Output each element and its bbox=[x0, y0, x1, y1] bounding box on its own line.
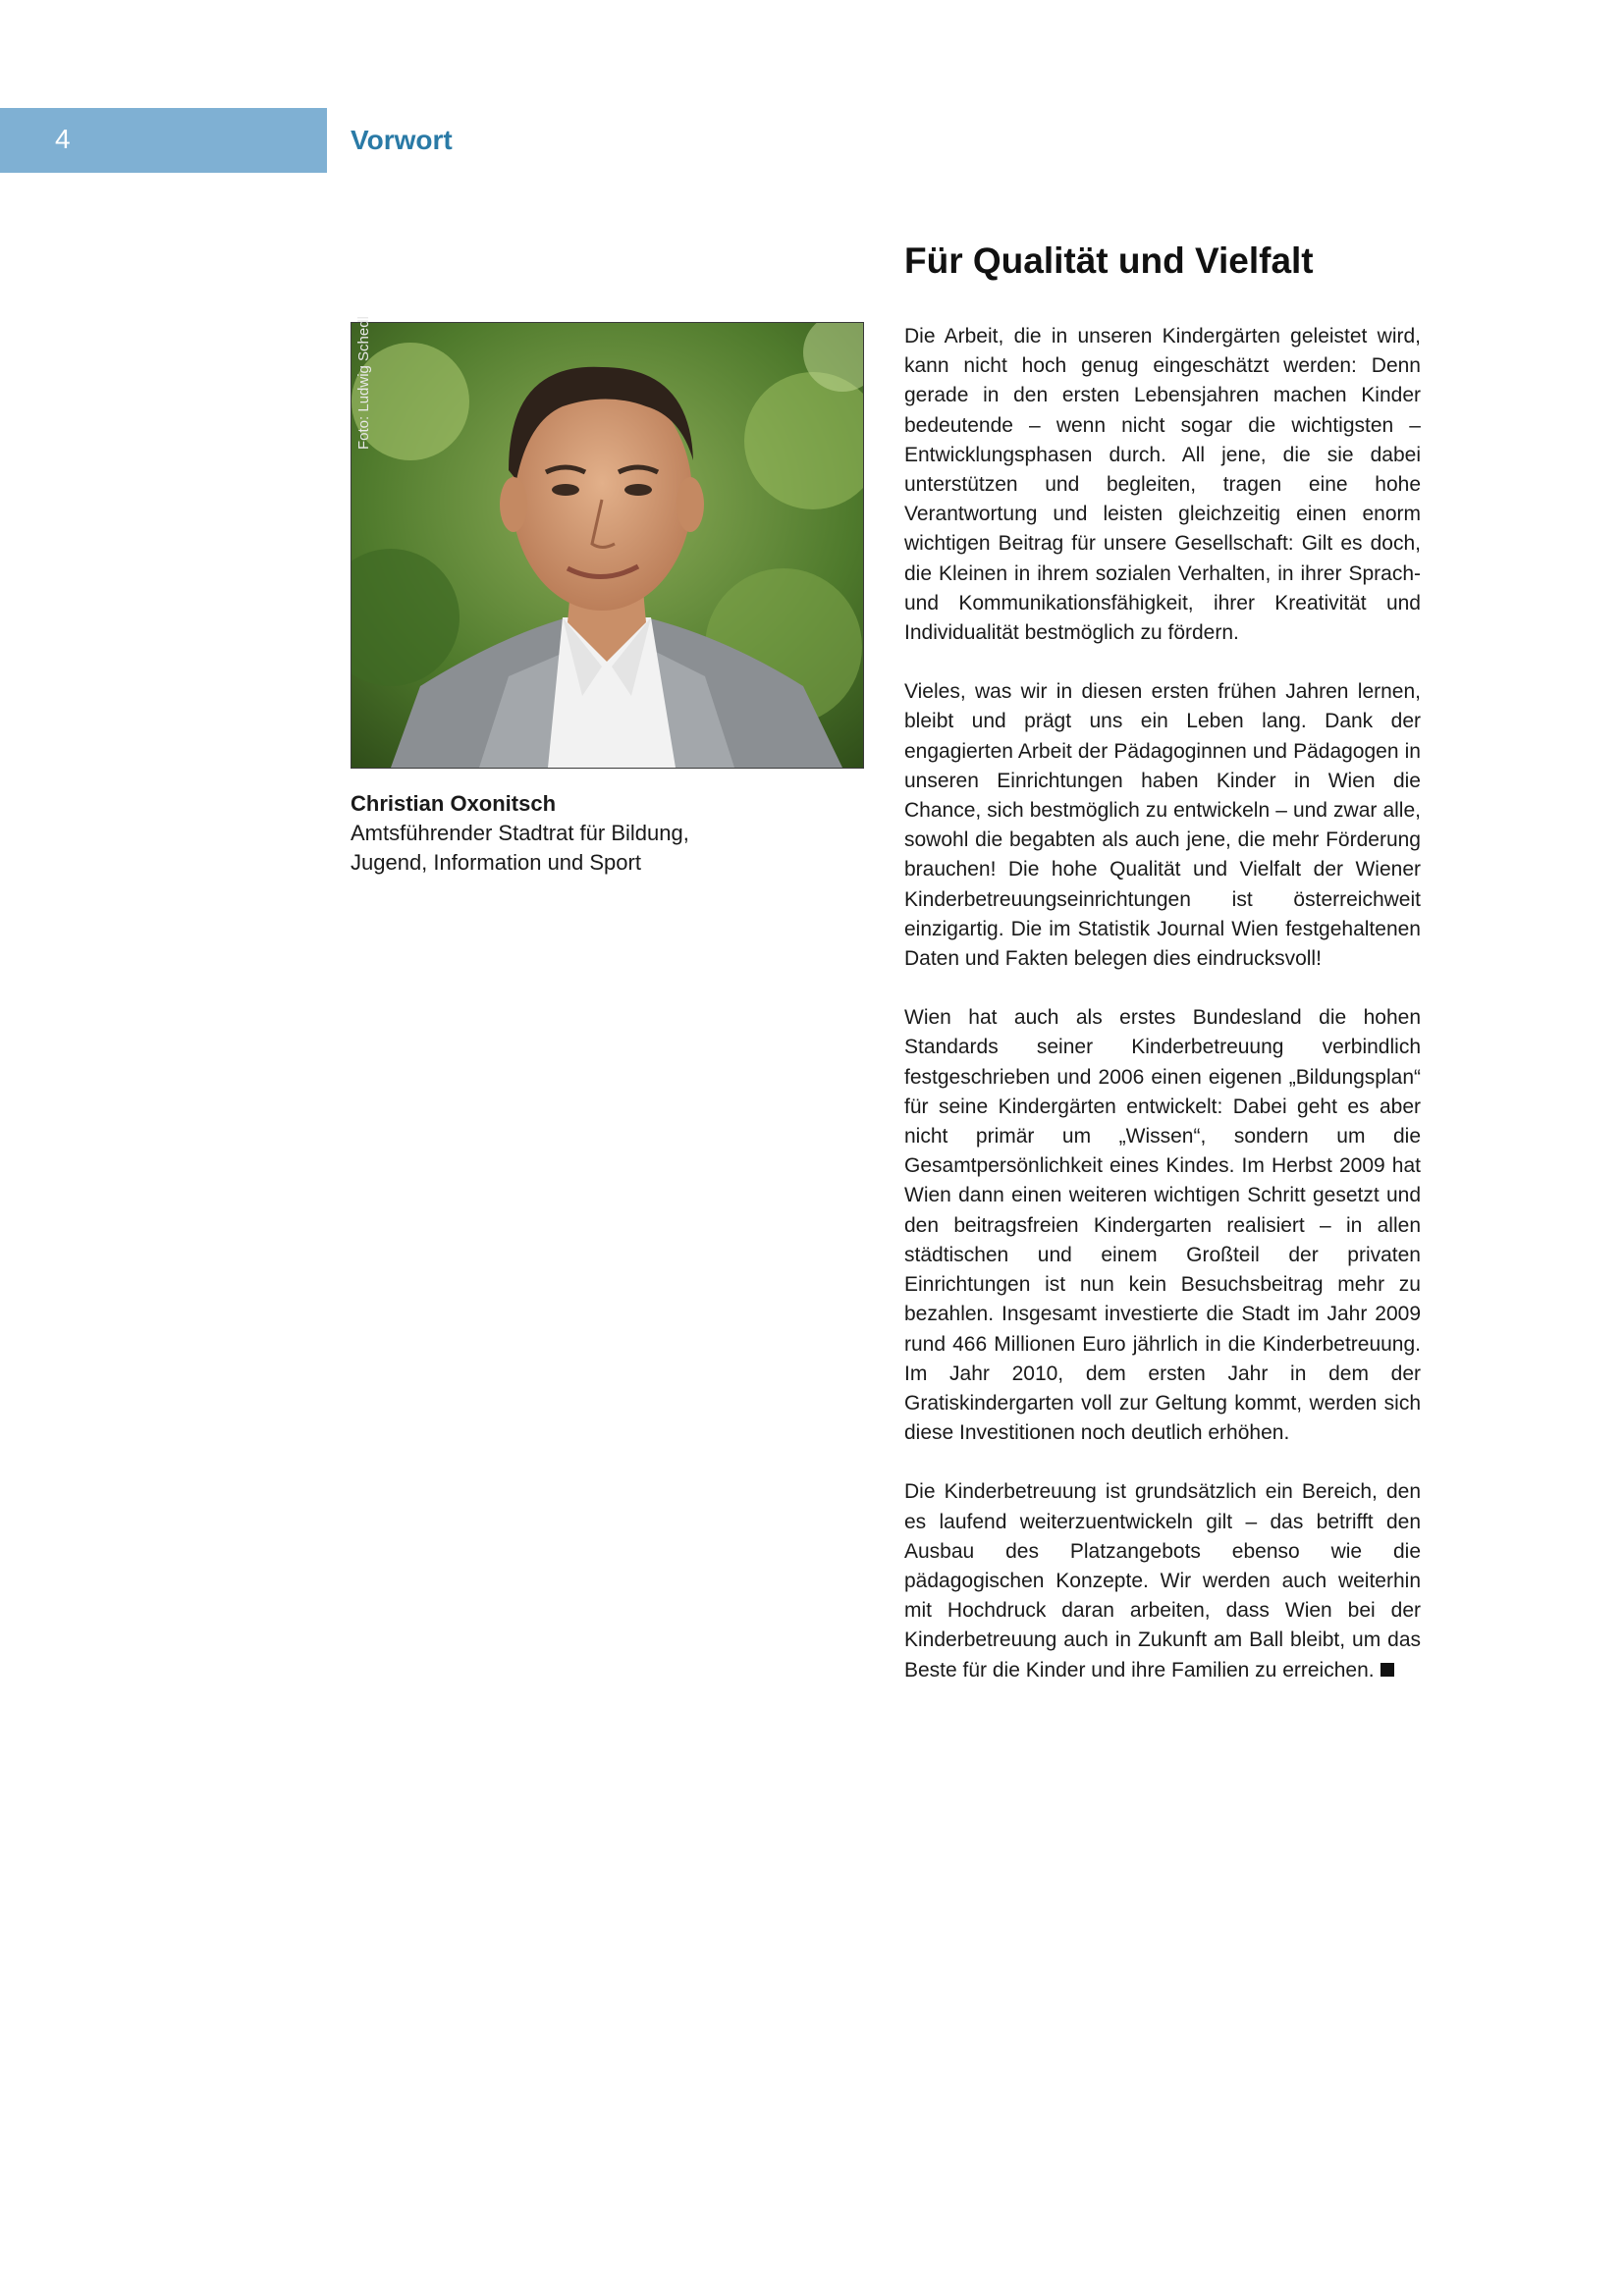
article-paragraph: Vieles, was wir in diesen ersten frühen Jahren lernen, bleibt und prägt uns ein Leben lang. Dank der engagierten Arbeit der Pädagoginnen und Pädagogen in unseren Einrichtungen haben Kinder in Wien die Chance, sich bestmöglich zu entwickeln – und zwar alle, sowohl die begabten als auch jene, die mehr Förderung brauchen! Die hohe Qualität und Vielfalt der Wiener Kinderbetreuungseinrichtungen ist österreichweit einzigartig. Die im Statistik Journal Wien festgehaltenen Daten und Fakten belegen dies eindrucksvoll! bbox=[904, 680, 1421, 971]
caption-name: Christian Oxonitsch bbox=[351, 791, 557, 816]
portrait-photo bbox=[351, 316, 864, 769]
end-of-article-mark bbox=[1380, 1663, 1394, 1677]
photo-caption bbox=[351, 789, 724, 878]
section-label: Vorwort bbox=[351, 125, 453, 155]
photo-credit: Foto: Ludwig Schedl bbox=[355, 316, 372, 450]
caption-role-line-2: Jugend, Information und Sport bbox=[351, 850, 641, 875]
article-title: Für Qualität und Vielfalt bbox=[904, 240, 1314, 281]
caption-role-line-1: Amtsführender Stadtrat für Bildung, bbox=[351, 821, 689, 845]
article-paragraph: Die Arbeit, die in unseren Kindergärten geleistet wird, kann nicht hoch genug eingeschätzt werden: Denn gerade in den ersten Lebensjahren machen Kinder bedeutende – wenn nicht sogar die wichtigsten – Entwicklungsphasen durch. All jene, die sie dabei unterstützen und begleiten, tragen eine hohe Verantwortung und leisten gleichzeitig einen enorm wichtigen Beitrag für unsere Gesellschaft: Gilt es doch, die Kleinen in ihrem sozialen Verhalten, in ihrer Sprach- und Kommunikationsfähigkeit, ihrer Kreativität und Individualität bestmöglich zu fördern. bbox=[904, 325, 1421, 645]
article-paragraph-last bbox=[904, 1477, 1421, 1684]
article-paragraph: Wien hat auch als erstes Bundesland die hohen Standards seiner Kinderbetreuung verbindlich festgeschrieben und 2006 einen eigenen „Bildungsplan“ für seine Kindergärten entwickelt: Dabei geht es aber nicht primär um „Wissen“, sondern um die Gesamtpersönlichkeit eines Kindes. Im Herbst 2009 hat Wien dann einen weiteren wichtigen Schritt gesetzt und den beitragsfreien Kindergarten realisiert – in allen städtischen und einem Großteil der privaten Einrichtungen ist nun kein Besuchsbeitrag mehr zu bezahlen. Insgesamt investierte die Stadt im Jahr 2009 rund 466 Millionen Euro jährlich in die Kinderbetreuung. Im Jahr 2010, dem ersten Jahr in dem der Gratiskindergarten voll zur Geltung kommt, werden sich diese Investitionen noch deutlich erhöhen. bbox=[904, 1006, 1421, 1445]
article-paragraph-text: Die Kinderbetreuung ist grundsätzlich ein Bereich, den es laufend weiterzuentwickeln gilt – das betrifft den Ausbau des Platzangebots ebenso wie die pädagogischen Konzepte. Wir werden auch weiterhin mit Hochdruck daran arbeiten, dass Wien bei der Kinderbetreuung auch in Zukunft am Ball bleibt, um das Beste für die Kinder und ihre Familien zu erreichen. bbox=[904, 1480, 1421, 1682]
page-number: 4 bbox=[55, 124, 71, 154]
article bbox=[904, 240, 1421, 1715]
page-number-bar bbox=[0, 108, 327, 173]
